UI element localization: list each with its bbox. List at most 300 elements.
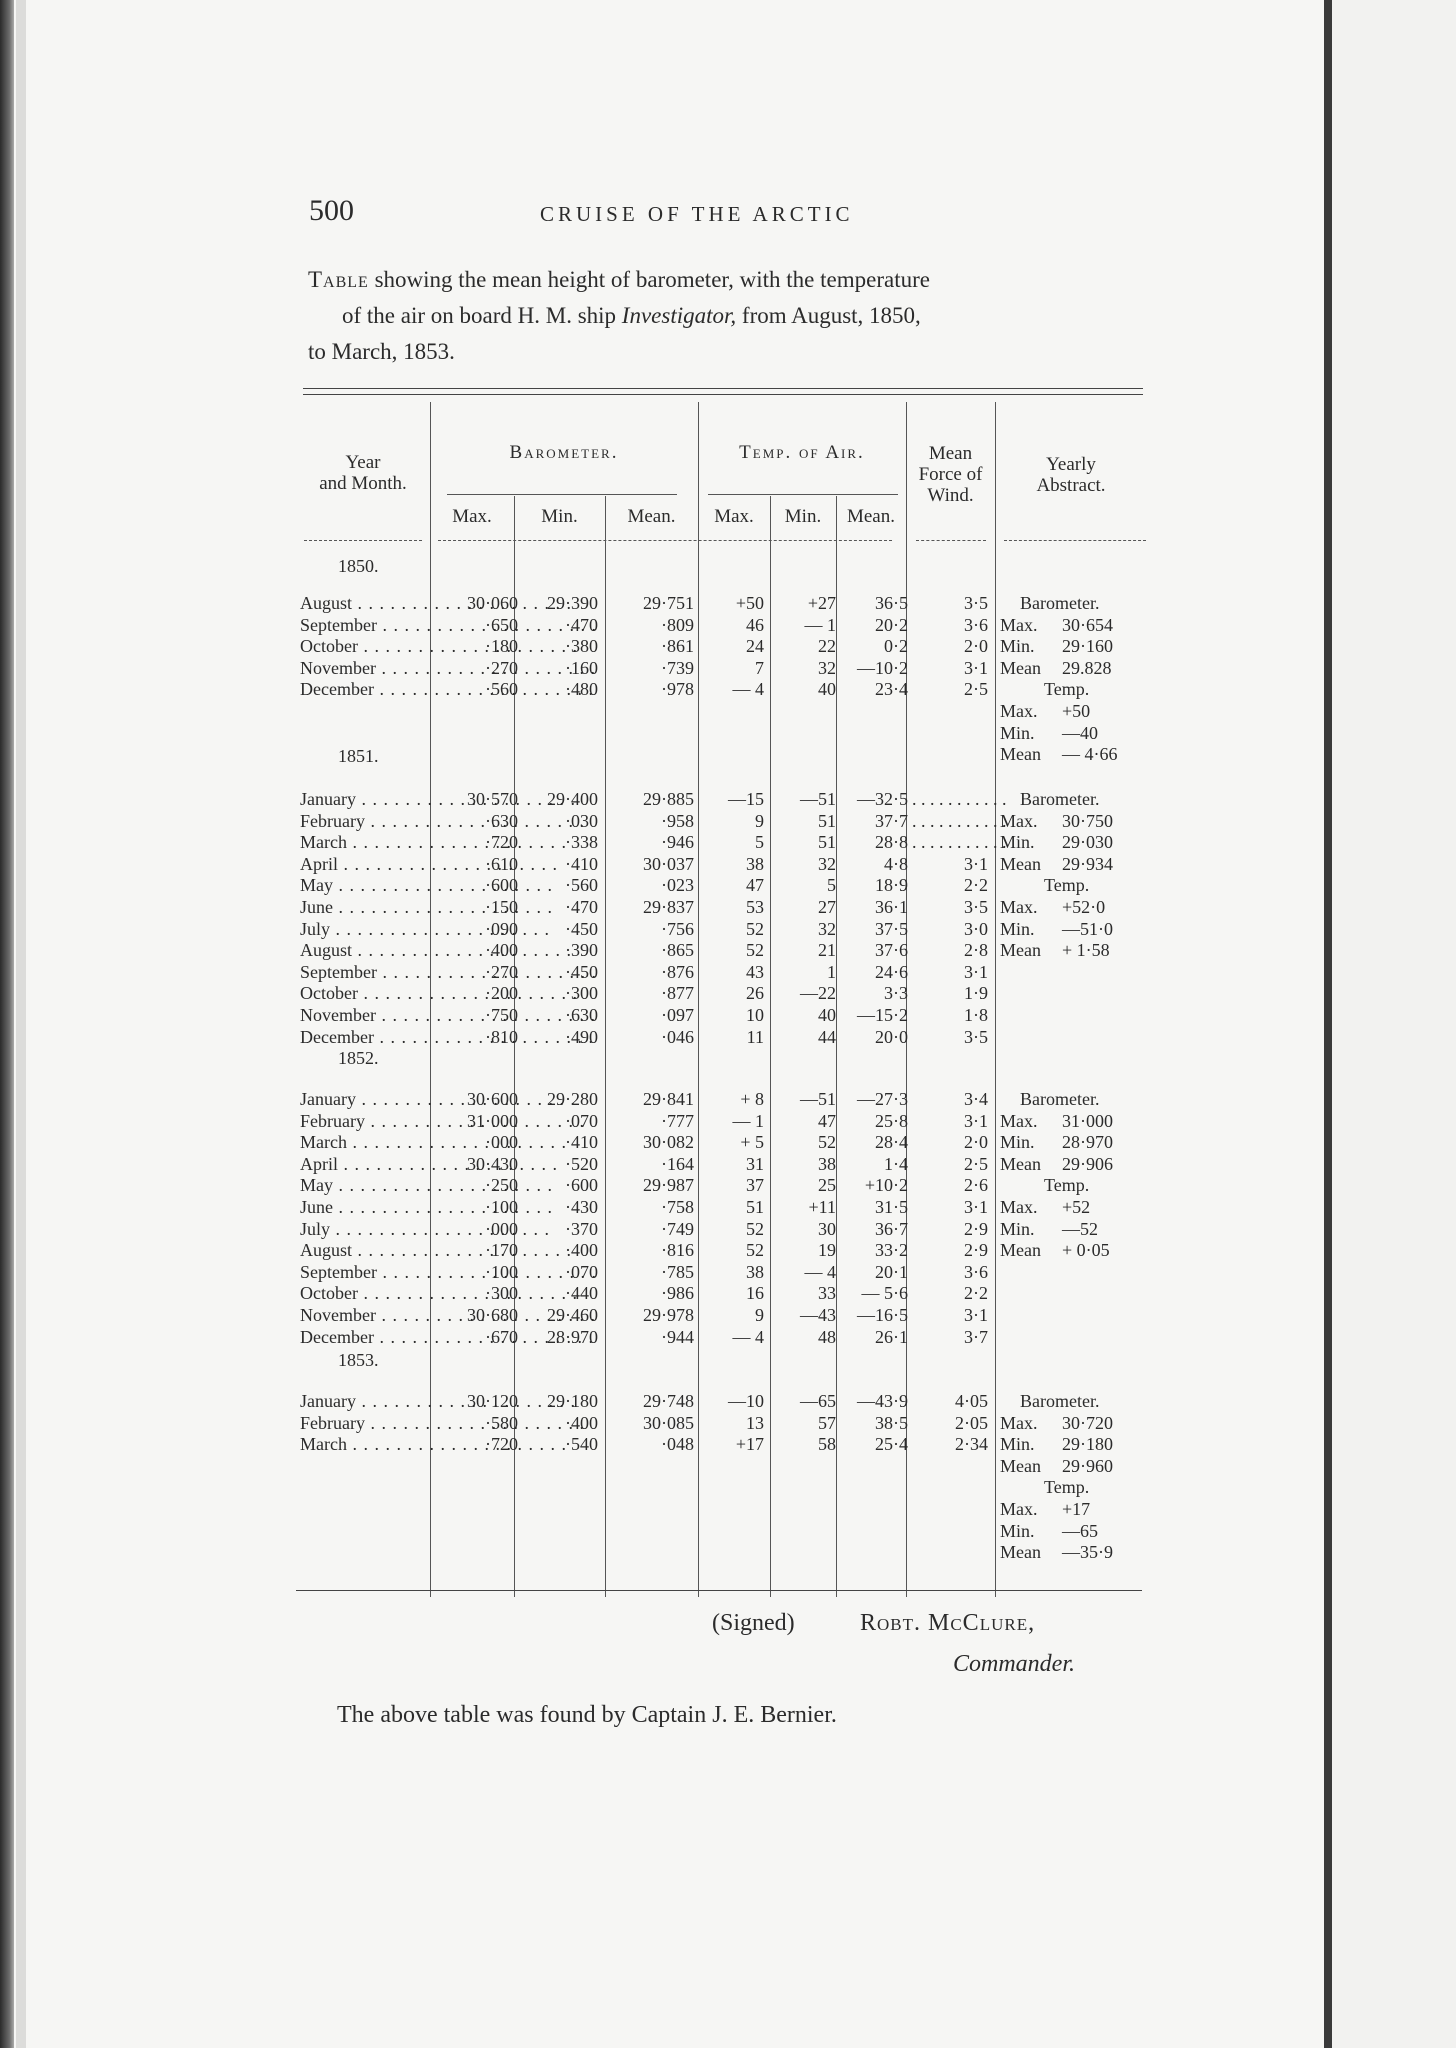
baro-max-cell: ·720: [485, 832, 518, 853]
baro-mean-cell: 29·837: [643, 897, 694, 917]
table-row: [0, 1174, 1310, 1196]
header-rule-wind: [916, 540, 986, 541]
abstract-value: 29.828: [1062, 657, 1112, 678]
abstract-key: Min.: [1000, 918, 1035, 939]
abstract-barometer-title: Barometer.: [1020, 789, 1100, 809]
temp-max-cell: 38: [746, 853, 764, 874]
table-row: [0, 788, 1310, 810]
baro-mean-cell: ·785: [661, 1261, 694, 1282]
wind-force-cell: 2·2: [964, 1283, 988, 1304]
temp-min-cell: 32: [818, 918, 836, 939]
month-cell: February . . .: [300, 1110, 422, 1132]
temp-max-cell: — 4: [732, 1326, 764, 1347]
header-yearly-abstract: Yearly Abstract.: [1036, 454, 1106, 496]
baro-min-cell: ·390: [565, 940, 598, 961]
month-cell: November . . .: [300, 1004, 422, 1026]
month-cell: January . . .: [300, 788, 422, 810]
month-cell: October . . .: [300, 635, 422, 657]
abstract-key: Min.: [1000, 1434, 1035, 1455]
temp-mean-cell: 0·2: [884, 636, 908, 657]
header-year-month: Year and Month.: [319, 452, 407, 494]
month-cell: August . . .: [300, 939, 422, 961]
temp-max-cell: 11: [746, 1026, 764, 1047]
baro-max-cell: ·150: [485, 897, 518, 917]
wind-force-cell: 3·0: [964, 918, 988, 939]
wind-force-cell: 2·5: [964, 1153, 988, 1174]
baro-min-cell: 29·280: [547, 1089, 598, 1109]
wind-force-cell: 2·2: [964, 875, 988, 896]
temp-min-cell: 19: [818, 1240, 836, 1261]
wind-force-cell: 3·4: [964, 1089, 988, 1109]
abstract-line: [1000, 940, 1113, 962]
abstract-key: Max.: [1000, 896, 1038, 917]
temp-mean-cell: 25·8: [875, 1110, 908, 1131]
table-row: [0, 1326, 1310, 1348]
abstract-barometer-title: Barometer.: [1020, 1391, 1100, 1411]
table-row: [0, 1412, 1310, 1434]
temp-mean-cell: —27·3: [857, 1089, 908, 1109]
temp-min-cell: 58: [818, 1434, 836, 1455]
baro-min-cell: ·450: [565, 918, 598, 939]
yearly-abstract: [1000, 789, 1113, 962]
month-cell: November . . .: [300, 657, 422, 679]
temp-min-cell: +11: [808, 1197, 836, 1217]
caption-lead: Table: [308, 267, 369, 292]
baro-max-cell: ·100: [485, 1197, 518, 1217]
month-cell: May . . .: [300, 874, 422, 896]
abstract-line: [1000, 919, 1113, 941]
baro-min-cell: 29·180: [547, 1391, 598, 1411]
baro-min-cell: ·490: [565, 1026, 598, 1047]
abstract-value: — 4·66: [1062, 744, 1118, 765]
year-heading: 1851.: [338, 746, 379, 766]
baro-mean-cell: ·816: [661, 1240, 694, 1261]
baro-min-cell: ·030: [565, 810, 598, 831]
baro-max-cell: 30·430: [467, 1153, 518, 1174]
baro-max-cell: ·170: [485, 1240, 518, 1261]
wind-force-cell: 3·1: [964, 657, 988, 678]
baro-min-cell: ·470: [565, 897, 598, 917]
baro-min-cell: ·520: [565, 1153, 598, 1174]
table-row: [0, 918, 1310, 940]
baro-mean-cell: ·865: [661, 940, 694, 961]
abstract-key: Max.: [1000, 614, 1038, 635]
caption-line3: to March, 1853.: [308, 339, 455, 364]
temp-min-cell: 38: [818, 1153, 836, 1174]
caption-ship-name: Investigator,: [621, 303, 737, 328]
baro-mean-cell: ·164: [661, 1153, 694, 1174]
baro-min-cell: ·470: [565, 614, 598, 635]
baro-min-cell: ·338: [565, 832, 598, 853]
abstract-key: Mean: [1000, 940, 1041, 961]
abstract-value: + 0·05: [1062, 1240, 1110, 1261]
abstract-value: +17: [1062, 1498, 1091, 1519]
abstract-value: —65: [1062, 1520, 1098, 1541]
table-row: [0, 1088, 1310, 1110]
signed-label: (Signed): [712, 1610, 795, 1636]
abstract-temp-title: Temp.: [1044, 1175, 1090, 1196]
abstract-temp-title: Temp.: [1044, 679, 1090, 700]
month-cell: June . . .: [300, 1196, 422, 1218]
abstract-line: [1000, 1197, 1113, 1219]
abstract-line: [1000, 701, 1118, 723]
month-cell: October . . .: [300, 1282, 422, 1304]
temp-mean-cell: 1·4: [884, 1153, 908, 1174]
abstract-line: [1000, 832, 1113, 854]
header-baro-max: Max.: [452, 506, 492, 527]
table-top-rule: [303, 388, 1143, 389]
wind-force-cell: 3·1: [964, 961, 988, 982]
temp-min-cell: 51: [818, 832, 836, 853]
abstract-value: —35·9: [1062, 1542, 1113, 1563]
temp-min-cell: 40: [818, 679, 836, 700]
month-cell: April . . .: [300, 1153, 422, 1175]
month-cell: December . . .: [300, 1326, 422, 1348]
temp-max-cell: 52: [746, 918, 764, 939]
wind-force-cell: 2·9: [964, 1240, 988, 1261]
month-cell: July . . .: [300, 1218, 422, 1240]
baro-min-cell: ·410: [565, 1132, 598, 1153]
baro-max-cell: ·000: [485, 1132, 518, 1153]
baro-min-cell: ·630: [565, 1005, 598, 1025]
abstract-line: [1000, 744, 1118, 766]
table-row: [0, 1390, 1310, 1412]
temp-mean-cell: 28·4: [875, 1132, 908, 1153]
temp-min-cell: 32: [818, 657, 836, 678]
baro-max-cell: ·100: [485, 1261, 518, 1282]
abstract-value: 29·030: [1062, 832, 1113, 853]
header-barometer: Barometer.: [509, 442, 619, 463]
month-cell: September . . .: [300, 961, 422, 983]
temp-min-cell: 32: [818, 853, 836, 874]
temp-max-cell: 9: [755, 1305, 764, 1325]
month-cell: November . . .: [300, 1304, 422, 1326]
abstract-key: Mean: [1000, 1240, 1041, 1261]
temp-min-cell: 47: [818, 1110, 836, 1131]
baro-min-cell: ·160: [565, 657, 598, 678]
temp-mean-cell: —32·5: [857, 789, 908, 809]
baro-mean-cell: ·048: [661, 1434, 694, 1455]
temp-min-cell: 33: [818, 1283, 836, 1304]
baro-max-cell: ·630: [485, 810, 518, 831]
month-cell: February . . .: [300, 810, 422, 832]
baro-mean-cell: ·749: [661, 1218, 694, 1239]
baro-min-cell: ·380: [565, 636, 598, 657]
baro-max-cell: ·270: [485, 961, 518, 982]
wind-force-cell: 2·34: [955, 1434, 988, 1455]
temp-max-cell: 24: [746, 636, 764, 657]
wind-force-cell: 2·8: [964, 940, 988, 961]
baro-max-cell: 31·000: [467, 1110, 518, 1131]
baro-mean-cell: ·877: [661, 983, 694, 1004]
table-caption: [308, 262, 1150, 370]
abstract-temp-title: Temp.: [1044, 1477, 1090, 1498]
abstract-key: Mean: [1000, 853, 1041, 874]
wind-force-cell: 3·7: [964, 1326, 988, 1347]
year-heading: 1852.: [338, 1048, 379, 1068]
table-row: [0, 1304, 1310, 1326]
baro-min-cell: ·400: [565, 1240, 598, 1261]
temp-mean-cell: 28·8: [875, 832, 908, 853]
page-edge-right: [1324, 0, 1332, 2048]
table-row: [0, 874, 1310, 896]
baro-mean-cell: ·046: [661, 1026, 694, 1047]
temp-mean-cell: — 5·6: [861, 1283, 908, 1304]
wind-force-cell: 2·9: [964, 1218, 988, 1239]
header-temp-mean: Mean.: [846, 506, 895, 527]
baro-min-cell: 28·970: [547, 1326, 598, 1347]
temp-mean-cell: 31·5: [875, 1197, 908, 1217]
baro-min-cell: ·070: [565, 1110, 598, 1131]
abstract-line: [1000, 636, 1118, 658]
temp-min-cell: 57: [818, 1412, 836, 1433]
temp-max-cell: 43: [746, 961, 764, 982]
abstract-key: Min.: [1000, 1132, 1035, 1153]
abstract-key: Mean: [1000, 744, 1041, 765]
abstract-line: [1000, 811, 1113, 833]
abstract-key: Max.: [1000, 700, 1038, 721]
abstract-key: Min.: [1000, 636, 1035, 657]
temp-min-cell: — 1: [804, 614, 836, 635]
temp-min-cell: —22: [800, 983, 836, 1004]
baro-max-cell: ·250: [485, 1175, 518, 1196]
table-top-rule-2: [303, 394, 1143, 395]
baro-max-cell: ·090: [485, 918, 518, 939]
abstract-key: Mean: [1000, 657, 1041, 678]
baro-max-cell: 30·060: [467, 593, 518, 613]
baro-mean-cell: 30·037: [643, 853, 694, 874]
wind-force-cell: 3·6: [964, 1261, 988, 1282]
header-temp-min: Min.: [784, 506, 822, 527]
table-row: [0, 1218, 1310, 1240]
baro-max-cell: ·400: [485, 940, 518, 961]
baro-min-cell: 29·460: [547, 1305, 598, 1325]
temp-min-cell: 1: [827, 961, 836, 982]
baro-min-cell: ·410: [565, 853, 598, 874]
abstract-key: Min.: [1000, 1520, 1035, 1541]
temp-min-cell: —51: [800, 1089, 836, 1109]
abstract-line: [1000, 897, 1113, 919]
header-temp-max: Max.: [714, 506, 754, 527]
wind-force-cell: 4·05: [955, 1391, 988, 1411]
abstract-barometer-title: Barometer.: [1020, 593, 1100, 613]
baro-max-cell: ·560: [485, 679, 518, 700]
header-wind: Mean Force of Wind.: [918, 443, 983, 506]
temp-min-cell: 48: [818, 1326, 836, 1347]
temp-max-cell: 26: [746, 983, 764, 1004]
baro-mean-cell: ·861: [661, 636, 694, 657]
temp-min-cell: 51: [818, 810, 836, 831]
baro-mean-cell: ·958: [661, 810, 694, 831]
temp-mean-cell: 36·5: [875, 593, 908, 613]
baro-min-cell: ·480: [565, 679, 598, 700]
abstract-value: +52·0: [1062, 896, 1106, 917]
baro-max-cell: ·600: [485, 875, 518, 896]
month-cell: December . . .: [300, 678, 422, 700]
table-row: [0, 982, 1310, 1004]
temp-min-cell: 22: [818, 636, 836, 657]
abstract-value: 29·934: [1062, 853, 1113, 874]
baro-max-cell: 30·600: [467, 1089, 518, 1109]
page-number: 500: [309, 194, 354, 227]
table-row: [0, 1282, 1310, 1304]
wind-leader-dots: . . . . . . . . . . .: [912, 810, 1007, 831]
wind-force-cell: 2·05: [955, 1412, 988, 1433]
baro-max-cell: 30·120: [467, 1391, 518, 1411]
baro-mean-cell: 30·082: [643, 1132, 694, 1153]
baro-min-cell: ·450: [565, 961, 598, 982]
baro-max-cell: ·300: [485, 1283, 518, 1304]
baro-max-cell: ·650: [485, 614, 518, 635]
abstract-line: [1000, 1542, 1113, 1564]
baro-mean-cell: ·777: [661, 1110, 694, 1131]
temp-max-cell: — 4: [732, 679, 764, 700]
header-rule-abstract: [1004, 540, 1146, 541]
table-row: [0, 939, 1310, 961]
temp-max-cell: —10: [728, 1391, 764, 1411]
temp-max-cell: +50: [735, 593, 764, 613]
header-rule-values: [438, 540, 892, 541]
month-cell: December . . .: [300, 1026, 422, 1048]
abstract-value: 30·720: [1062, 1412, 1113, 1433]
temp-max-cell: 10: [746, 1005, 764, 1025]
temp-mean-cell: 18·9: [875, 875, 908, 896]
baro-min-cell: 29·400: [547, 789, 598, 809]
baro-max-cell: ·810: [485, 1026, 518, 1047]
abstract-line: [1000, 658, 1118, 680]
header-baro-mean: Mean.: [627, 506, 676, 527]
wind-force-cell: 3·1: [964, 1305, 988, 1325]
temp-max-cell: 52: [746, 940, 764, 961]
wind-force-cell: 3·6: [964, 614, 988, 635]
abstract-value: 30·750: [1062, 810, 1113, 831]
caption-line2-pre: of the air on board H. M. ship: [342, 303, 622, 328]
baro-mean-cell: 29·885: [643, 789, 694, 809]
abstract-key: Max.: [1000, 1196, 1038, 1217]
abstract-key: Mean: [1000, 1542, 1041, 1563]
temp-mean-cell: +10·2: [864, 1175, 908, 1196]
abstract-line: [1000, 1154, 1113, 1176]
footnote: The above table was found by Captain J. E. Bernier.: [337, 1702, 837, 1728]
caption-line2-post: from August, 1850,: [736, 303, 921, 328]
abstract-barometer-title: Barometer.: [1020, 1089, 1100, 1109]
yearly-abstract: [1000, 1089, 1113, 1262]
abstract-line: [1000, 1240, 1113, 1262]
wind-force-cell: 3·5: [964, 897, 988, 917]
month-cell: March . . .: [300, 1131, 422, 1153]
table-row: [0, 1196, 1310, 1218]
abstract-key: Min.: [1000, 1218, 1035, 1239]
month-cell: May . . .: [300, 1174, 422, 1196]
temp-max-cell: 13: [746, 1412, 764, 1433]
temp-mean-cell: 25·4: [875, 1434, 908, 1455]
year-heading: 1853.: [338, 1350, 379, 1370]
temp-mean-cell: 26·1: [875, 1326, 908, 1347]
month-cell: September . . .: [300, 614, 422, 636]
temp-mean-cell: —15·2: [857, 1005, 908, 1025]
temp-mean-cell: —10·2: [857, 657, 908, 678]
baro-mean-cell: ·756: [661, 918, 694, 939]
temp-mean-cell: 33·2: [875, 1240, 908, 1261]
baro-min-cell: ·400: [565, 1412, 598, 1433]
facing-page: [1332, 0, 1456, 2048]
abstract-line: [1000, 1434, 1113, 1456]
temp-max-cell: 38: [746, 1261, 764, 1282]
header-baro-min: Min.: [541, 506, 578, 527]
abstract-line: [1000, 1499, 1113, 1521]
baro-min-cell: ·070: [565, 1261, 598, 1282]
baro-max-cell: ·000: [485, 1218, 518, 1239]
abstract-key: Min.: [1000, 832, 1035, 853]
wind-force-cell: 2·0: [964, 636, 988, 657]
wind-force-cell: 3·1: [964, 853, 988, 874]
table-row: [0, 896, 1310, 918]
temp-max-cell: 9: [755, 810, 764, 831]
temp-mean-cell: 20·1: [875, 1261, 908, 1282]
baro-mean-cell: ·809: [661, 614, 694, 635]
baro-max-cell: ·200: [485, 983, 518, 1004]
baro-mean-cell: ·986: [661, 1283, 694, 1304]
temp-max-cell: — 1: [732, 1110, 764, 1131]
baro-max-cell: ·750: [485, 1005, 518, 1025]
baro-max-cell: ·610: [485, 853, 518, 874]
month-cell: August . . .: [300, 1239, 422, 1261]
signer-name: Robt. McClure,: [860, 1610, 1036, 1636]
month-cell: June . . .: [300, 896, 422, 918]
baro-max-cell: 30·680: [467, 1305, 518, 1325]
baro-min-cell: ·440: [565, 1283, 598, 1304]
baro-min-cell: ·300: [565, 983, 598, 1004]
temp-max-cell: 5: [755, 832, 764, 853]
abstract-value: +50: [1062, 700, 1091, 721]
temp-max-cell: 46: [746, 614, 764, 635]
baro-mean-cell: ·944: [661, 1326, 694, 1347]
abstract-value: 31·000: [1062, 1110, 1113, 1131]
month-cell: April . . .: [300, 853, 422, 875]
baro-mean-cell: 30·085: [643, 1412, 694, 1433]
temp-mean-cell: 37·5: [875, 918, 908, 939]
temp-min-cell: —51: [800, 789, 836, 809]
temp-mean-cell: —43·9: [857, 1391, 908, 1411]
temp-max-cell: 52: [746, 1218, 764, 1239]
table-row: [0, 831, 1310, 853]
temp-mean-cell: 38·5: [875, 1412, 908, 1433]
temp-min-cell: 27: [818, 897, 836, 917]
month-cell: March . . .: [300, 831, 422, 853]
abstract-value: 29·960: [1062, 1455, 1113, 1476]
baro-mean-cell: ·739: [661, 657, 694, 678]
temp-mean-cell: 36·7: [875, 1218, 908, 1239]
caption-line1: showing the mean height of barometer, with the temperature: [368, 267, 930, 292]
temp-min-cell: 44: [818, 1026, 836, 1047]
abstract-key: Max.: [1000, 1110, 1038, 1131]
abstract-value: 29·180: [1062, 1434, 1113, 1455]
temp-min-cell: +27: [807, 593, 836, 613]
abstract-line: [1000, 615, 1118, 637]
abstract-key: Mean: [1000, 1455, 1041, 1476]
temp-min-cell: —65: [800, 1391, 836, 1411]
abstract-key: Max.: [1000, 1498, 1038, 1519]
abstract-key: Max.: [1000, 810, 1038, 831]
temp-max-cell: 7: [755, 657, 764, 678]
abstract-value: 30·654: [1062, 614, 1113, 635]
year-heading: 1850.: [338, 556, 379, 576]
header-rule-month: [304, 540, 422, 541]
table-row: [0, 1110, 1310, 1132]
table-row: [0, 1026, 1310, 1048]
baro-min-cell: ·370: [565, 1218, 598, 1239]
abstract-line: [1000, 1456, 1113, 1478]
